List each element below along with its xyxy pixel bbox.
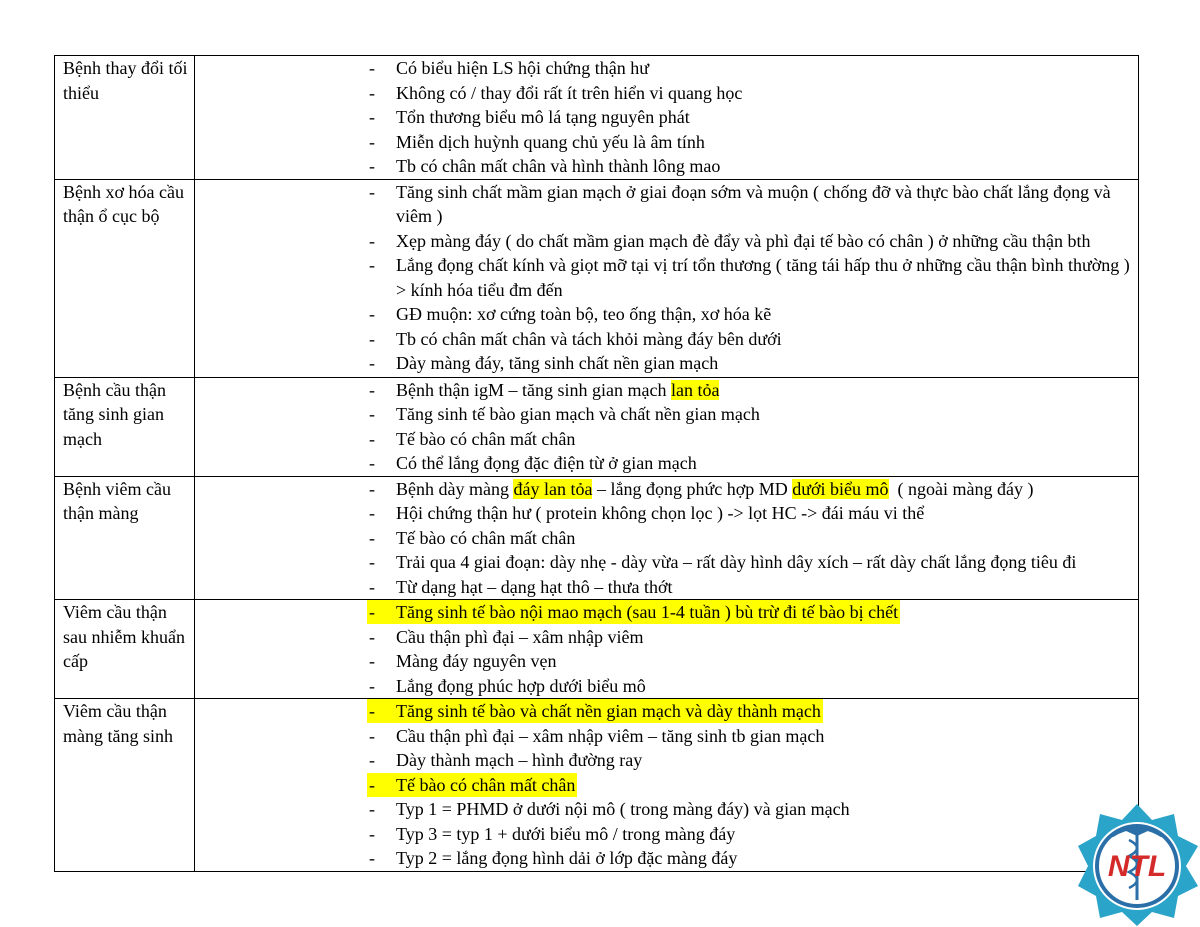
item-text [396, 378, 1132, 403]
item-text [396, 402, 1132, 427]
item-text [396, 351, 1132, 376]
list-item [195, 130, 1132, 155]
features-cell [195, 476, 1139, 600]
list-item [195, 674, 1132, 699]
item-text [396, 130, 1132, 155]
bullet-dash: - [369, 58, 375, 78]
list-item [195, 797, 1132, 822]
item-text [396, 748, 1132, 773]
features-cell [195, 699, 1139, 872]
bullet-dash: - [369, 799, 375, 819]
list-item [195, 105, 1132, 130]
bullet-dash: - [369, 304, 375, 324]
bullet-dash: - [369, 328, 375, 349]
item-text-run: Tăng sinh tế bào nội mao mạch (sau 1-4 tuần ) bù trừ đi tế bào bị chết [396, 602, 899, 622]
list-item [195, 846, 1132, 871]
highlighted-text: đáy lan tỏa [513, 478, 593, 499]
item-text [396, 427, 1132, 452]
list-item [195, 699, 1132, 724]
disease-name: Bệnh viêm cầu thận màng [63, 478, 171, 523]
bullet-dash: - [369, 82, 375, 103]
list-item [195, 327, 1132, 352]
bullet-dash: - [369, 131, 375, 152]
item-text-run: Hội chứng thận hư ( protein không chọn lọc ) -> lọt HC -> đái máu vi thể [396, 503, 925, 523]
list-item [195, 56, 1132, 81]
table-row [55, 699, 1139, 872]
item-text [396, 724, 1132, 749]
item-text-run: Cầu thận phì đại – xâm nhập viêm – tăng sinh tb gian mạch [396, 725, 825, 746]
bullet-dash: - [369, 156, 375, 176]
bullet-dash: - [369, 230, 375, 251]
item-text [396, 154, 1132, 179]
item-text-run: ( ngoài màng đáy ) [888, 478, 1034, 499]
list-item [195, 427, 1132, 452]
item-text-run: Có biểu hiện LS hội chứng thận hư [396, 58, 649, 78]
features-cell [195, 179, 1139, 377]
bullet-dash: - [369, 848, 375, 868]
item-text [396, 526, 1132, 551]
disease-table [54, 55, 1139, 872]
item-text [396, 327, 1132, 352]
item-text [396, 56, 1132, 81]
item-text-run: Tổn thương biểu mô lá tạng nguyên phát [396, 107, 690, 127]
list-item [195, 402, 1132, 427]
item-text-run: Từ dạng hạt – dạng hạt thô – thưa thớt [396, 576, 673, 597]
item-text [396, 600, 1132, 625]
item-text [396, 550, 1132, 575]
list-item [195, 625, 1132, 650]
highlighted-text: lan tỏa [670, 379, 720, 400]
item-text-run: Bệnh thận igM – tăng sinh gian mạch [396, 379, 671, 400]
bullet-dash: - [369, 503, 375, 523]
item-text [396, 81, 1132, 106]
bullet-dash: - [369, 750, 375, 770]
disease-name: Viêm cầu thận màng tăng sinh [63, 701, 173, 746]
bullet-dash: - [369, 774, 375, 795]
table-row [55, 476, 1139, 600]
bullet-dash: - [369, 353, 375, 373]
item-text-run: Tăng sinh chất mầm gian mạch ở giai đoạn sớm và muộn ( chống đỡ và thực bào chất lắng đọng và viêm ) [396, 181, 1111, 226]
disease-name-cell [55, 476, 195, 600]
table-row [55, 600, 1139, 699]
item-text-run: Tế bào có chân mất chân [396, 527, 576, 548]
disease-name-cell [55, 699, 195, 872]
bullet-dash: - [369, 107, 375, 127]
features-cell [195, 377, 1139, 476]
bullet-dash: - [369, 255, 375, 275]
disease-name-cell [55, 179, 195, 377]
item-text [396, 302, 1132, 327]
bullet-dash: - [369, 453, 375, 473]
bullet-dash: - [369, 478, 375, 499]
bullet-dash: - [369, 552, 375, 572]
bullet-dash: - [369, 527, 375, 548]
item-text [396, 575, 1132, 600]
item-text-run: Dày màng đáy, tăng sinh chất nền gian mạch [396, 353, 719, 373]
list-item [195, 501, 1132, 526]
bullet-dash: - [369, 823, 375, 844]
bullet-dash: - [369, 651, 375, 671]
item-text [396, 773, 1132, 798]
bullet-dash: - [369, 576, 375, 597]
item-text-run: Bệnh dày màng [396, 478, 514, 499]
item-text-run: GĐ muộn: xơ cứng toàn bộ, teo ống thận, xơ hóa kẽ [396, 304, 772, 324]
item-text [396, 699, 1132, 724]
item-text-run: Tb có chân mất chân và tách khỏi màng đáy bên dưới [396, 328, 782, 349]
disease-name: Viêm cầu thận sau nhiễm khuẩn cấp [63, 602, 185, 671]
item-text-run: Trải qua 4 giai đoạn: dày nhẹ - dày vừa – rất dày hình dây xích – rất dày chất lắng đọng tiêu đi [396, 552, 1077, 572]
item-text-run: Tế bào có chân mất chân [396, 774, 576, 795]
item-text-run: Tb có chân mất chân và hình thành lông mao [396, 156, 721, 176]
item-text [396, 253, 1132, 302]
item-text-run: Xẹp màng đáy ( do chất mầm gian mạch đè đẩy và phì đại tế bào có chân ) ở những cầu thận bth [396, 230, 1091, 251]
item-text [396, 822, 1132, 847]
list-item [195, 229, 1132, 254]
item-text-run: Tế bào có chân mất chân [396, 428, 576, 449]
item-text-run: Tăng sinh tế bào và chất nền gian mạch và dày thành mạch [396, 701, 821, 721]
list-item [195, 822, 1132, 847]
list-item [195, 351, 1132, 376]
bullet-dash: - [369, 626, 375, 647]
table-body [55, 56, 1139, 872]
list-item [195, 81, 1132, 106]
item-text-run: Dày thành mạch – hình đường ray [396, 750, 643, 770]
disease-name-cell [55, 600, 195, 699]
table-row [55, 377, 1139, 476]
list-item [195, 477, 1132, 502]
item-text [396, 674, 1132, 699]
bullet-dash: - [369, 404, 375, 424]
disease-name: Bệnh xơ hóa cầu thận ổ cục bộ [63, 181, 184, 226]
disease-name-cell [55, 377, 195, 476]
list-item [195, 550, 1132, 575]
item-text [396, 180, 1132, 229]
list-item [195, 302, 1132, 327]
list-item [195, 154, 1132, 179]
bullet-dash: - [369, 428, 375, 449]
disease-name: Bệnh cầu thận tăng sinh gian mạch [63, 379, 166, 449]
item-text-run: Miễn dịch huỳnh quang chủ yếu là âm tính [396, 131, 705, 152]
item-text-run: Lắng đọng phúc hợp dưới biểu mô [396, 675, 646, 696]
bullet-dash: - [369, 602, 375, 622]
item-text [396, 625, 1132, 650]
disease-name: Bệnh thay đổi tối thiểu [63, 58, 188, 103]
item-text-run: Typ 1 = PHMD ở dưới nội mô ( trong màng đáy) và gian mạch [396, 799, 850, 819]
table-row [55, 179, 1139, 377]
bullet-dash: - [369, 725, 375, 746]
logo-text: NTL [1107, 850, 1167, 883]
list-item [195, 575, 1132, 600]
list-item [195, 451, 1132, 476]
item-text [396, 797, 1132, 822]
item-text [396, 105, 1132, 130]
item-text [396, 846, 1132, 871]
item-text-run: – lắng đọng phức hợp MD [592, 478, 793, 499]
list-item [195, 253, 1132, 302]
list-item [195, 773, 1132, 798]
list-item [195, 600, 1132, 625]
bullet-dash: - [369, 675, 375, 696]
item-text-run: Typ 2 = lắng đọng hình dải ở lớp đặc màng đáy [396, 848, 738, 868]
item-text [396, 477, 1132, 502]
disease-name-cell [55, 56, 195, 180]
list-item [195, 649, 1132, 674]
table-row [55, 56, 1139, 180]
item-text-run: Lắng đọng chất kính và giọt mỡ tại vị trí tổn thương ( tăng tái hấp thu ở những cầu thận bình thường ) > kính hóa tiểu đm đến [396, 255, 1130, 300]
item-text-run: Typ 3 = typ 1 + dưới biểu mô / trong màng đáy [396, 823, 736, 844]
item-text-run: Tăng sinh tế bào gian mạch và chất nền gian mạch [396, 404, 760, 424]
item-text-run: Không có / thay đổi rất ít trên hiển vi quang học [396, 82, 743, 103]
bullet-dash: - [369, 379, 375, 400]
list-item [195, 526, 1132, 551]
list-item [195, 748, 1132, 773]
features-cell [195, 600, 1139, 699]
bullet-dash: - [369, 181, 375, 202]
item-text-run: Cầu thận phì đại – xâm nhập viêm [396, 626, 644, 647]
bullet-dash: - [369, 701, 375, 721]
features-cell [195, 56, 1139, 180]
item-text-run: Có thể lắng đọng đặc điện từ ở gian mạch [396, 453, 697, 473]
item-text [396, 229, 1132, 254]
highlighted-text: dưới biểu mô [792, 478, 889, 499]
list-item [195, 180, 1132, 229]
list-item [195, 378, 1132, 403]
list-item [195, 724, 1132, 749]
item-text [396, 649, 1132, 674]
item-text [396, 501, 1132, 526]
item-text-run: Màng đáy nguyên vẹn [396, 651, 557, 671]
item-text [396, 451, 1132, 476]
